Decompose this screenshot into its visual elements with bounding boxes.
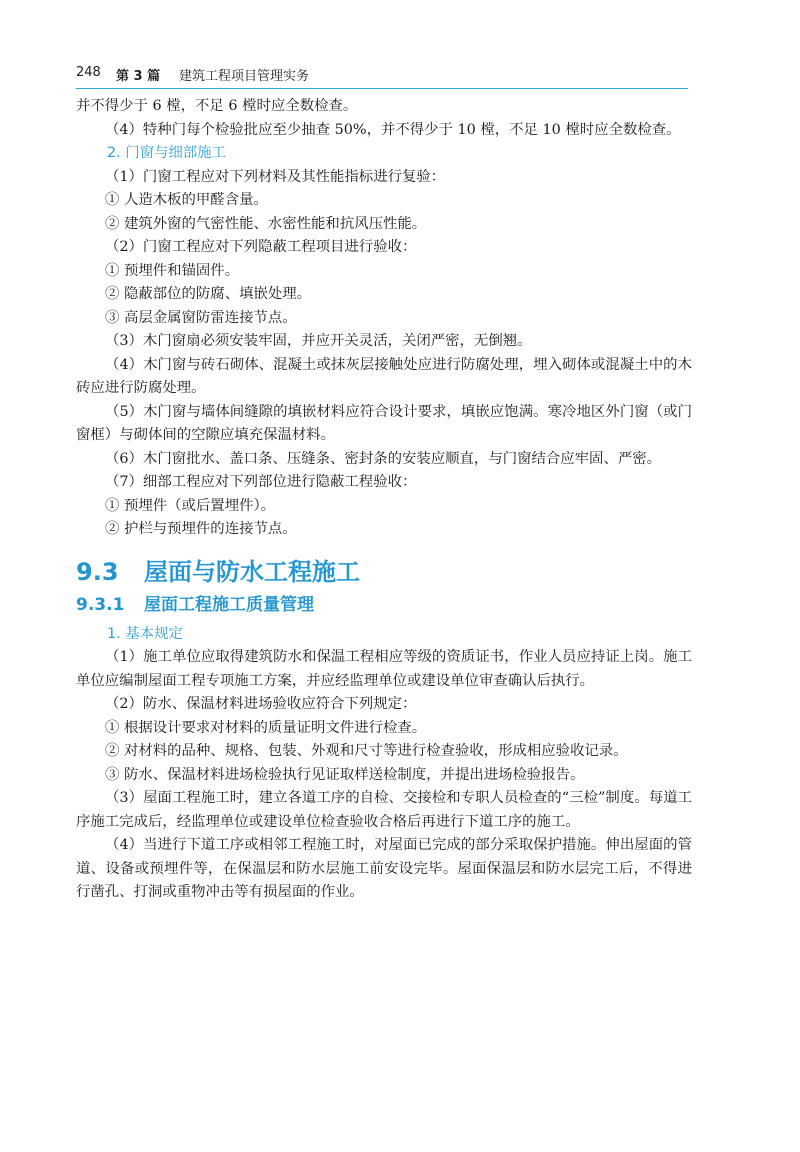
page-number: 248: [76, 65, 101, 80]
section-heading-9-3-1: [76, 592, 692, 618]
list-item: ① 人造木板的甲醛含量。: [105, 192, 268, 208]
running-header: [76, 62, 688, 88]
list-item: ① 根据设计要求对材料的质量证明文件进行检查。: [105, 719, 427, 736]
list-item: ③ 高层金属窗防雷连接节点。: [105, 309, 297, 326]
chapter-title: 建筑工程项目管理实务: [179, 69, 310, 84]
list-item: （3）木门窗扇必须安装牢固，并应开关灵活，关闭严密，无倒翘。: [105, 333, 532, 349]
list-item: （4）当进行下道工序或相邻工程施工时，对屋面已完成的部分采取保护措施。伸出屋面的管道、设备或预埋件等，在保温层和防水层施工前安设完毕。屋面保温层和防水层完工后，不得进行凿孔、打洞或重物冲击等有损屋面的作业。: [76, 837, 692, 900]
list-item: ② 建筑外窗的气密性能、水密性能和抗风压性能。: [105, 215, 427, 232]
list-item: （2）门窗工程应对下列隐蔽工程项目进行验收：: [105, 239, 417, 255]
subsection-number: 9.3.1: [76, 594, 125, 615]
list-item: （7）细部工程应对下列部位进行隐蔽工程验收：: [105, 474, 417, 490]
list-item: （2）防水、保温材料进场验收应符合下列规定：: [105, 696, 417, 712]
section-heading-9-3: [76, 556, 692, 588]
list-item: （5）木门窗与墙体间缝隙的填嵌材料应符合设计要求，填嵌应饱满。寒冷地区外门窗（或门窗框）与砌体间的空隙应填充保温材料。: [76, 403, 692, 443]
page-body: [76, 95, 692, 905]
list-item: ② 隐蔽部位的防腐、填嵌处理。: [105, 286, 312, 302]
paragraph: 并不得少于 6 樘，不足 6 樘时应全数检查。: [76, 98, 358, 114]
list-item: （4）木门窗与砖石砌体、混凝土或抹灰层接触处应进行防腐处理，埋入砌体或混凝土中的木砖应进行防腐处理。: [76, 356, 692, 396]
section-title: 屋面与防水工程施工: [144, 557, 360, 586]
list-item: ② 护栏与预埋件的连接节点。: [105, 521, 297, 537]
header-divider: [76, 88, 688, 89]
paragraph: （4）特种门每个检验批应至少抽查 50%，并不得少于 10 樘，不足 10 樘时应全数检查。: [105, 121, 681, 138]
list-item: （3）屋面工程施工时，建立各道工序的自检、交接检和专职人员检查的“三检”制度。每道工序施工完成后，经监理单位或建设单位检查验收合格后再进行下道工序的施工。: [76, 790, 692, 830]
subsection-heading-basic: 1. 基本规定: [107, 625, 183, 642]
list-item: （1）施工单位应取得建筑防水和保温工程相应等级的资质证书，作业人员应持证上岗。施工单位应编制屋面工程专项施工方案，并应经监理单位或建设单位审查确认后执行。: [76, 649, 692, 689]
list-item: ② 对材料的品种、规格、包装、外观和尺寸等进行检查验收，形成相应验收记录。: [105, 743, 628, 759]
part-label: 第 3 篇: [116, 69, 161, 84]
subsection-title: 屋面工程施工质量管理: [144, 594, 314, 615]
list-item: （1）门窗工程应对下列材料及其性能指标进行复验：: [105, 168, 446, 185]
list-item: ③ 防水、保温材料进场检验执行见证取样送检制度，并提出进场检验报告。: [105, 766, 585, 783]
section-number: 9.3: [76, 557, 119, 586]
subsection-heading-doors: 2. 门窗与细部施工: [107, 145, 227, 161]
list-item: ① 预埋件和锚固件。: [105, 262, 240, 279]
list-item: （6）木门窗批水、盖口条、压缝条、密封条的安装应顺直，与门窗结合应牢固、严密。: [105, 450, 662, 467]
list-item: ① 预埋件（或后置埋件）。: [105, 497, 276, 514]
